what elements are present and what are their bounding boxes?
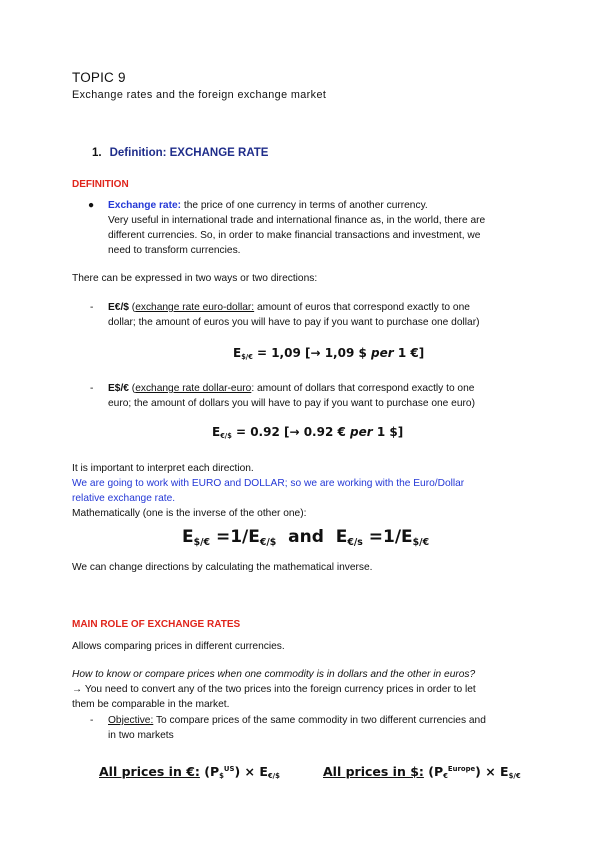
inv-eq2: =1/E <box>362 527 413 547</box>
dash-marker: - <box>90 715 94 726</box>
direction1-open: ( <box>128 302 136 313</box>
direction2-open: ( <box>128 383 136 394</box>
definition-line-1 <box>108 199 428 213</box>
section-title: Definition: EXCHANGE RATE <box>109 147 269 159</box>
objective-line-2: in two markets <box>108 730 174 741</box>
dollar-prices-formula <box>323 764 521 780</box>
euro-sub: $ <box>219 772 224 781</box>
direction1-label: E€/$ <box>108 302 129 313</box>
euro-prices-label: All prices in €: <box>99 764 200 779</box>
section-number: 1. <box>92 147 102 159</box>
inv-s4: $/€ <box>412 536 430 548</box>
direction1-line-1 <box>108 301 470 315</box>
inverse-formula <box>182 527 429 548</box>
euro-prices-formula <box>99 764 280 780</box>
direction2-link: exchange rate dollar-euro <box>135 383 252 394</box>
direction1-formula <box>233 346 424 361</box>
dash-marker: - <box>90 383 94 394</box>
euro-open: (P <box>199 764 220 779</box>
interpret-line: It is important to interpret each direction. <box>72 463 254 474</box>
inv-s1: $/€ <box>193 536 211 548</box>
interpret-blue-2: relative exchange rate. <box>72 493 176 504</box>
direction1-text: amount of euros that correspond exactly to one <box>254 302 470 313</box>
dollar-prices-label: All prices in $: <box>323 764 424 779</box>
objective-line-1 <box>108 714 486 728</box>
main-role-heading: MAIN ROLE OF EXCHANGE RATES <box>72 619 241 630</box>
directions-intro: There can be expressed in two ways or two directions: <box>72 273 318 284</box>
interpret-blue-1: We are going to work with EURO and DOLLAR; so we are working with the Euro/Dollar <box>72 478 465 489</box>
definition-line-4: need to transform currencies. <box>108 245 241 256</box>
formula-sub: $/€ <box>241 352 253 361</box>
dollar-sub2: $/€ <box>508 772 521 781</box>
definition-line-2: Very useful in international trade and international finance as, in the world, there are <box>108 215 486 226</box>
definition-text: the price of one currency in terms of another currency. <box>181 200 428 211</box>
direction2-line-2: euro; the amount of dollars you will have to pay if you want to purchase one euro) <box>108 398 475 409</box>
formula-sub: €/$ <box>220 431 232 440</box>
inv-e2: E <box>335 527 348 547</box>
dollar-open: (P <box>423 764 444 779</box>
main-role-answer-2: them be comparable in the market. <box>72 699 230 710</box>
formula-end: 1 $] <box>372 425 404 439</box>
formula-end: 1 €] <box>393 346 425 360</box>
dollar-rest: ) × E <box>475 764 509 779</box>
formula-rest: = 1,09 [→ 1,09 $ <box>252 346 372 360</box>
interpret-math: Mathematically (one is the inverse of the other one): <box>72 508 307 519</box>
bullet-dot: ● <box>88 200 95 211</box>
inv-s2: €/$ <box>259 536 277 548</box>
euro-sub2: €/$ <box>267 772 280 781</box>
topic-subtitle: Exchange rates and the foreign exchange market <box>72 89 327 101</box>
formula-per: per <box>371 346 394 360</box>
direction2-line-1 <box>108 382 474 396</box>
euro-sup: US <box>223 765 235 774</box>
inv-eq1: =1/E <box>210 527 260 547</box>
direction2-text: : amount of dollars that correspond exactly to one <box>251 383 475 394</box>
main-role-line: Allows comparing prices in different currencies. <box>72 641 285 652</box>
inv-s3: €/s <box>347 536 363 548</box>
formula-e: E <box>233 346 242 360</box>
inv-e1: E <box>182 527 194 547</box>
dollar-sup: Europe <box>447 765 476 774</box>
topic-title: TOPIC 9 <box>72 70 126 85</box>
direction1-line-2: dollar; the amount of euros you will have to pay if you want to purchase one dollar) <box>108 317 480 328</box>
formula-e: E <box>212 425 221 439</box>
objective-text: To compare prices of the same commodity in two different currencies and <box>153 715 486 726</box>
dollar-sub: € <box>443 772 448 781</box>
definition-term: Exchange rate: <box>108 200 182 211</box>
direction2-formula <box>212 425 403 440</box>
euro-rest: ) × E <box>234 764 268 779</box>
inv-and: and <box>276 527 336 547</box>
definition-heading: DEFINITION <box>72 179 129 190</box>
direction2-label: E$/€ <box>108 383 129 394</box>
section-heading <box>92 147 268 159</box>
definition-line-3: different currencies. So, in order to make financial transactions and investment, we <box>108 230 481 241</box>
main-role-question: How to know or compare prices when one commodity is in dollars and the other in euros? <box>72 669 476 680</box>
objective-label: Objective: <box>108 715 154 726</box>
formula-per: per <box>350 425 373 439</box>
formula-rest: = 0.92 [→ 0.92 € <box>231 425 351 439</box>
main-role-answer-1: → You need to convert any of the two prices into the foreign currency prices in order to let <box>72 684 476 695</box>
inverse-note: We can change directions by calculating the mathematical inverse. <box>72 562 373 573</box>
dash-marker: - <box>90 302 94 313</box>
direction1-link: exchange rate euro-dollar: <box>135 302 255 313</box>
